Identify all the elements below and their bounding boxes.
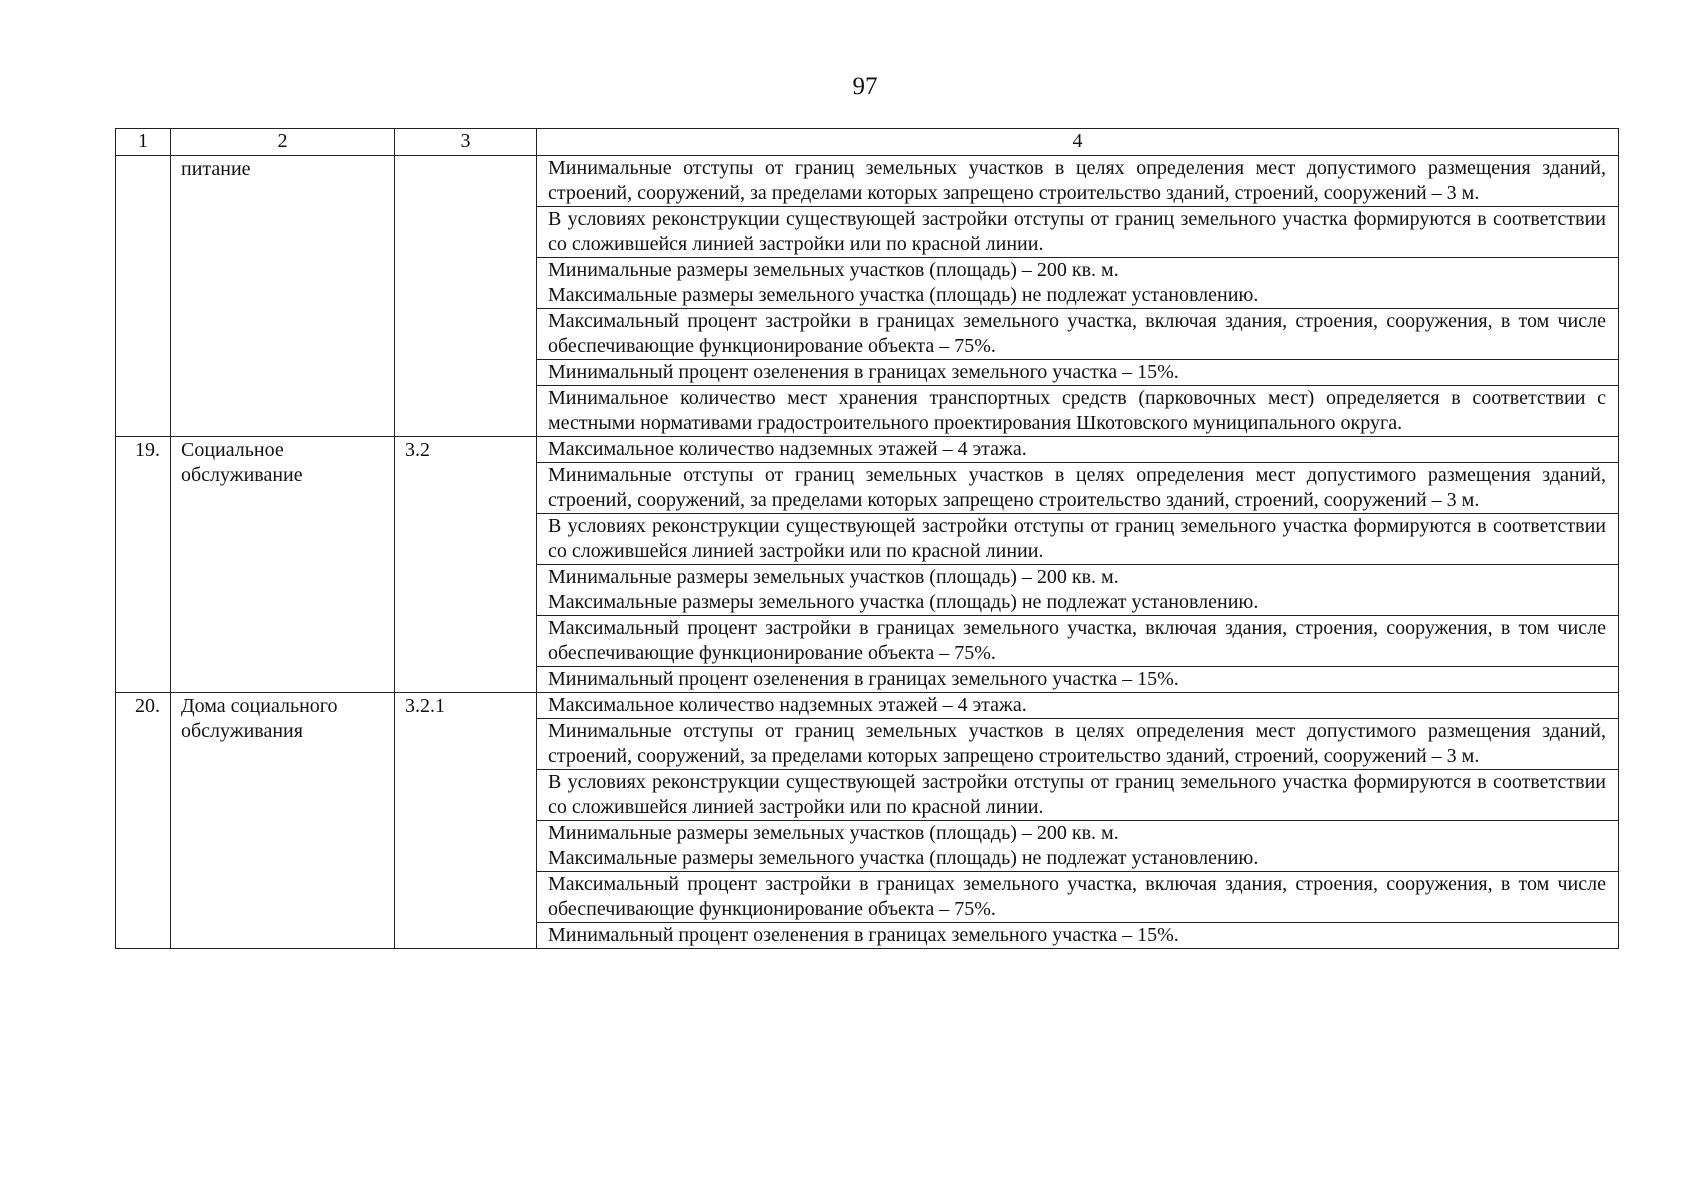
parameter-item: Минимальные отступы от границ земельных участков в целях определения мест допустимого размещения зданий, строений, сооружений, за пределами которых запрещено строительство зданий, строений, сооружений – 3 м.	[537, 156, 1618, 207]
use-type-name: питание	[171, 156, 395, 437]
parameter-item: Минимальное количество мест хранения транспортных средств (парковочных мест) определяется в соответствии с местными нормативами градостроительного проектирования Шкотовского муниципального округа.	[548, 387, 1606, 434]
parameters-cell	[537, 693, 1619, 949]
parameter-item: Минимальные отступы от границ земельных участков в целях определения мест допустимого размещения зданий, строений, сооружений, за пределами которых запрещено строительство зданий, строений, сооружений – 3 м.	[537, 463, 1618, 514]
parameter-item: Максимальный процент застройки в границах земельного участка, включая здания, строения, сооружения, в том числе обеспечивающие функционирование объекта – 75%.	[537, 616, 1618, 667]
parameter-item: Максимальное количество надземных этажей – 4 этажа.	[537, 693, 1618, 719]
parameter-item	[537, 258, 1618, 309]
use-type-code: 3.2.1	[395, 693, 537, 949]
use-type-code	[395, 156, 537, 437]
table-row	[116, 693, 1619, 949]
use-type-name: Дома социального обслуживания	[171, 693, 395, 949]
parameter-line: Минимальные размеры земельных участков (площадь) – 200 кв. м.	[548, 566, 1119, 588]
regulations-table	[115, 128, 1619, 949]
parameter-line: Максимальные размеры земельного участка (площадь) не подлежат установлению.	[548, 847, 1259, 869]
header-cell: 3	[395, 129, 537, 156]
header-cell: 2	[171, 129, 395, 156]
parameters-cell	[537, 156, 1619, 437]
parameter-item: Минимальный процент озеленения в границах земельного участка – 15%.	[537, 360, 1618, 386]
use-type-name: Социальное обслуживание	[171, 437, 395, 693]
page-number: 97	[852, 73, 878, 100]
row-number: 19.	[116, 437, 171, 693]
header-cell: 4	[537, 129, 1619, 156]
parameter-item: Минимальный процент озеленения в границах земельного участка – 15%.	[548, 924, 1179, 946]
parameter-item: В условиях реконструкции существующей застройки отступы от границ земельного участка формируются в соответствии со сложившейся линией застройки или по красной линии.	[537, 770, 1618, 821]
parameter-item: Минимальный процент озеленения в границах земельного участка – 15%.	[548, 668, 1179, 690]
table-row	[116, 156, 1619, 437]
table-row	[116, 437, 1619, 693]
parameter-item: Максимальный процент застройки в границах земельного участка, включая здания, строения, сооружения, в том числе обеспечивающие функционирование объекта – 75%.	[537, 872, 1618, 923]
parameter-line: Максимальные размеры земельного участка (площадь) не подлежат установлению.	[548, 284, 1259, 306]
parameter-item	[537, 821, 1618, 872]
parameter-item: Минимальные отступы от границ земельных участков в целях определения мест допустимого размещения зданий, строений, сооружений, за пределами которых запрещено строительство зданий, строений, сооружений – 3 м.	[537, 719, 1618, 770]
use-type-code: 3.2	[395, 437, 537, 693]
parameter-item: В условиях реконструкции существующей застройки отступы от границ земельного участка формируются в соответствии со сложившейся линией застройки или по красной линии.	[537, 514, 1618, 565]
parameter-item: Максимальное количество надземных этажей – 4 этажа.	[537, 437, 1618, 463]
table-header-row	[116, 129, 1619, 156]
row-number	[116, 156, 171, 437]
parameter-line: Минимальные размеры земельных участков (площадь) – 200 кв. м.	[548, 822, 1119, 844]
parameter-item: Максимальный процент застройки в границах земельного участка, включая здания, строения, сооружения, в том числе обеспечивающие функционирование объекта – 75%.	[537, 309, 1618, 360]
header-cell: 1	[116, 129, 171, 156]
parameter-item	[537, 565, 1618, 616]
parameters-cell	[537, 437, 1619, 693]
parameter-line: Минимальные размеры земельных участков (площадь) – 200 кв. м.	[548, 259, 1119, 281]
parameter-line: Максимальные размеры земельного участка (площадь) не подлежат установлению.	[548, 591, 1259, 613]
parameter-item: В условиях реконструкции существующей застройки отступы от границ земельного участка формируются в соответствии со сложившейся линией застройки или по красной линии.	[537, 207, 1618, 258]
row-number: 20.	[116, 693, 171, 949]
